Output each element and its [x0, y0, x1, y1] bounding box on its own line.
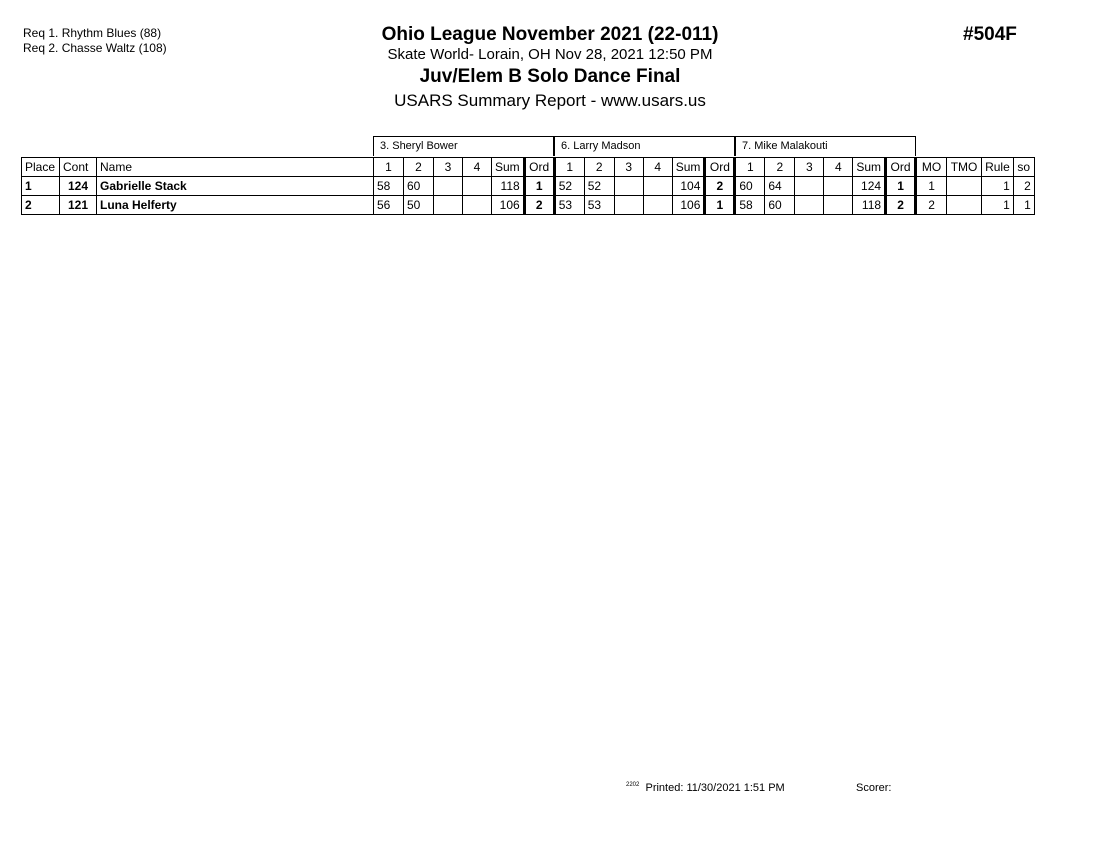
judge1-score3 — [434, 177, 463, 196]
scorer-label: Scorer: — [856, 782, 892, 794]
contestant-number-cell: 121 — [60, 196, 97, 215]
judge3-score1: 60 — [735, 177, 765, 196]
tmo-cell — [947, 177, 982, 196]
col-cont: Cont — [60, 158, 97, 177]
table-row — [22, 177, 1035, 196]
judge3-score4 — [824, 177, 853, 196]
col-name: Name — [97, 158, 374, 177]
judge1-score3 — [434, 196, 463, 215]
judge-header-2: 6. Larry Madson — [554, 136, 735, 156]
rule-cell: 1 — [982, 177, 1014, 196]
requirement-2: Req 2. Chasse Waltz (108) — [23, 41, 167, 55]
judge3-sum: 118 — [853, 196, 886, 215]
judge1-ordinal: 1 — [524, 177, 554, 196]
judge2-ordinal: 1 — [705, 196, 735, 215]
col-judge2-score2: 2 — [584, 158, 614, 177]
col-judge3-score2: 2 — [765, 158, 795, 177]
col-judge2-sum: Sum — [672, 158, 705, 177]
mo-cell: 1 — [916, 177, 947, 196]
judge3-ordinal: 1 — [886, 177, 916, 196]
judge3-score3 — [795, 196, 824, 215]
col-judge3-sum: Sum — [853, 158, 886, 177]
judge3-sum: 124 — [853, 177, 886, 196]
judge2-score3 — [614, 196, 643, 215]
col-judge3-score4: 4 — [824, 158, 853, 177]
venue-date: Skate World- Lorain, OH Nov 28, 2021 12:50 PM — [387, 46, 713, 63]
col-tmo: TMO — [947, 158, 982, 177]
print-mark: 2202 — [626, 782, 640, 788]
judge1-sum: 106 — [492, 196, 525, 215]
judge3-ordinal: 2 — [886, 196, 916, 215]
judge3-score2: 60 — [765, 196, 795, 215]
table-row — [22, 196, 1035, 215]
judge2-sum: 104 — [672, 177, 705, 196]
skater-name-cell: Luna Helferty — [97, 196, 374, 215]
col-judge2-score3: 3 — [614, 158, 643, 177]
col-judge3-score3: 3 — [795, 158, 824, 177]
judge1-score4 — [463, 177, 492, 196]
judge1-score1: 56 — [374, 196, 404, 215]
results-table — [21, 157, 1035, 215]
col-judge2-score1: 1 — [554, 158, 584, 177]
col-judge1-score1: 1 — [374, 158, 404, 177]
judge-header-3: 7. Mike Malakouti — [735, 136, 916, 156]
place-cell: 1 — [22, 177, 60, 196]
col-judge1-score2: 2 — [404, 158, 434, 177]
col-rule: Rule — [982, 158, 1014, 177]
judge3-score1: 58 — [735, 196, 765, 215]
col-mo: MO — [916, 158, 947, 177]
place-cell: 2 — [22, 196, 60, 215]
skater-name-cell: Gabrielle Stack — [97, 177, 374, 196]
judge2-score4 — [643, 177, 672, 196]
judge-header-1: 3. Sheryl Bower — [373, 136, 554, 156]
col-judge3-score1: 1 — [735, 158, 765, 177]
judge2-sum: 106 — [672, 196, 705, 215]
event-title: Juv/Elem B Solo Dance Final — [419, 66, 681, 87]
judge2-ordinal: 2 — [705, 177, 735, 196]
col-judge1-ord: Ord — [524, 158, 554, 177]
printed-date: Printed: 11/30/2021 1:51 PM — [645, 782, 785, 794]
judge2-score3 — [614, 177, 643, 196]
col-place: Place — [22, 158, 60, 177]
tmo-cell — [947, 196, 982, 215]
judge1-score2: 60 — [404, 177, 434, 196]
judge2-score1: 53 — [554, 196, 584, 215]
judge1-sum: 118 — [492, 177, 525, 196]
judge2-score4 — [643, 196, 672, 215]
judge2-score2: 53 — [584, 196, 614, 215]
printed-info — [626, 782, 785, 794]
requirement-1: Req 1. Rhythm Blues (88) — [23, 26, 162, 40]
event-code: #504F — [963, 24, 1017, 45]
mo-cell: 2 — [916, 196, 947, 215]
col-judge1-score4: 4 — [463, 158, 492, 177]
report-title: USARS Summary Report - www.usars.us — [394, 91, 706, 110]
so-cell: 1 — [1013, 196, 1034, 215]
judge3-score4 — [824, 196, 853, 215]
col-judge2-ord: Ord — [705, 158, 735, 177]
judge1-score4 — [463, 196, 492, 215]
judge3-score3 — [795, 177, 824, 196]
col-judge1-sum: Sum — [492, 158, 525, 177]
col-judge3-ord: Ord — [886, 158, 916, 177]
judge2-score1: 52 — [554, 177, 584, 196]
col-judge2-score4: 4 — [643, 158, 672, 177]
contestant-number-cell: 124 — [60, 177, 97, 196]
header-row — [22, 158, 1035, 177]
rule-cell: 1 — [982, 196, 1014, 215]
judge1-score1: 58 — [374, 177, 404, 196]
judge3-score2: 64 — [765, 177, 795, 196]
judge1-score2: 50 — [404, 196, 434, 215]
col-judge1-score3: 3 — [434, 158, 463, 177]
col-so: so — [1013, 158, 1034, 177]
judge1-ordinal: 2 — [524, 196, 554, 215]
judge2-score2: 52 — [584, 177, 614, 196]
competition-title: Ohio League November 2021 (22-011) — [381, 24, 719, 45]
so-cell: 2 — [1013, 177, 1034, 196]
